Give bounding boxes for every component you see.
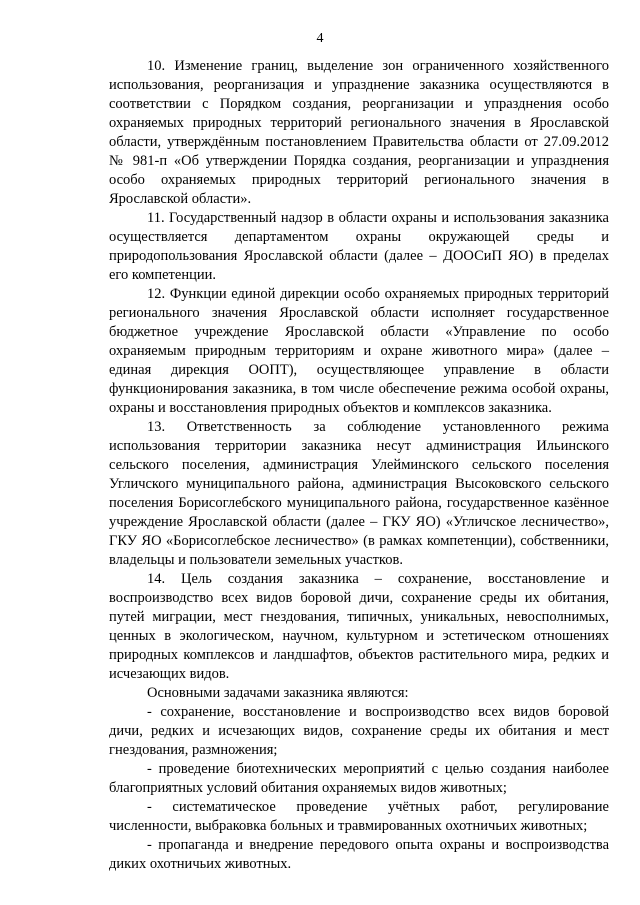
paragraph-14-purpose: 14. Цель создания заказника – сохранение, восстановление и воспроизводство всех видов боровой дичи, сохранение среды их обитания, путей миграции, мест гнездования, типичных, уникальных, невосполнимых, ценных в экологическом, научном, культурном и эстетическом отношениях природных комплексов и ландшафтов, объектов растительного мира, редких и исчезающих видов. (109, 571, 609, 682)
paragraph-12-unified-directorate: 12. Функции единой дирекции особо охраняемых природных территорий регионального значения Ярославской области исполняет государственное бюджетное учреждение Ярославской области «Управление по особо охраняемым природным территориям и охране животного мира» (далее – единая дирекция ООПТ), осуществляющее управление в области функционирования заказника, в том числе обеспечение режима особой охраны, охраны и восстановления природных объектов и комплексов заказника. (109, 286, 609, 416)
document-body (109, 57, 609, 874)
paragraph-10-boundary-changes: 10. Изменение границ, выделение зон ограниченного хозяйственного использования, реорганизация и упразднение заказника осуществляются в соответствии с Порядком создания, реорганизации и упразднения особо охраняемых природных территорий регионального значения в Ярославской области, утверждённым постановлением Правительства области от 27.09.2012 № 981-п «Об утверждении Порядка создания, реорганизации и упразднения особо охраняемых природных территорий регионального значения в Ярославской области». (109, 58, 609, 207)
paragraph-13-responsibility: 13. Ответственность за соблюдение установленного режима использования территории заказника несут администрация Ильинского сельского поселения, администрация Улейминского сельского поселения Угличского муниципального района, администрация Высоковского сельского поселения Борисоглебского муниципального района, государственное казённое учреждение Ярославской области (далее – ГКУ ЯО) «Угличское лесничество», ГКУ ЯО «Борисоглебское лесничество» (в рамках компетенции), собственники, владельцы и пользователи земельных участков. (109, 419, 609, 568)
task-item-biotechnical: - проведение биотехнических мероприятий с целью создания наиболее благоприятных условий обитания охраняемых видов животных; (109, 761, 609, 796)
task-item-census: - систематическое проведение учётных работ, регулирование численности, выбраковка больных и травмированных охотничьих животных; (109, 799, 609, 834)
tasks-heading: Основными задачами заказника являются: (147, 685, 409, 701)
page-number: 4 (316, 31, 324, 46)
paragraph-11-state-supervision: 11. Государственный надзор в области охраны и использования заказника осуществляется департаментом охраны окружающей среды и природопользования Ярославской области (далее – ДООСиП ЯО) в пределах его компетенции. (109, 210, 609, 283)
task-item-preservation: - сохранение, восстановление и воспроизводство всех видов боровой дичи, редких и исчезающих видов, сохранение среды их обитания и мест гнездования, размножения; (109, 704, 609, 758)
task-item-promotion: - пропаганда и внедрение передового опыта охраны и воспроизводства диких охотничьих животных. (109, 837, 609, 872)
